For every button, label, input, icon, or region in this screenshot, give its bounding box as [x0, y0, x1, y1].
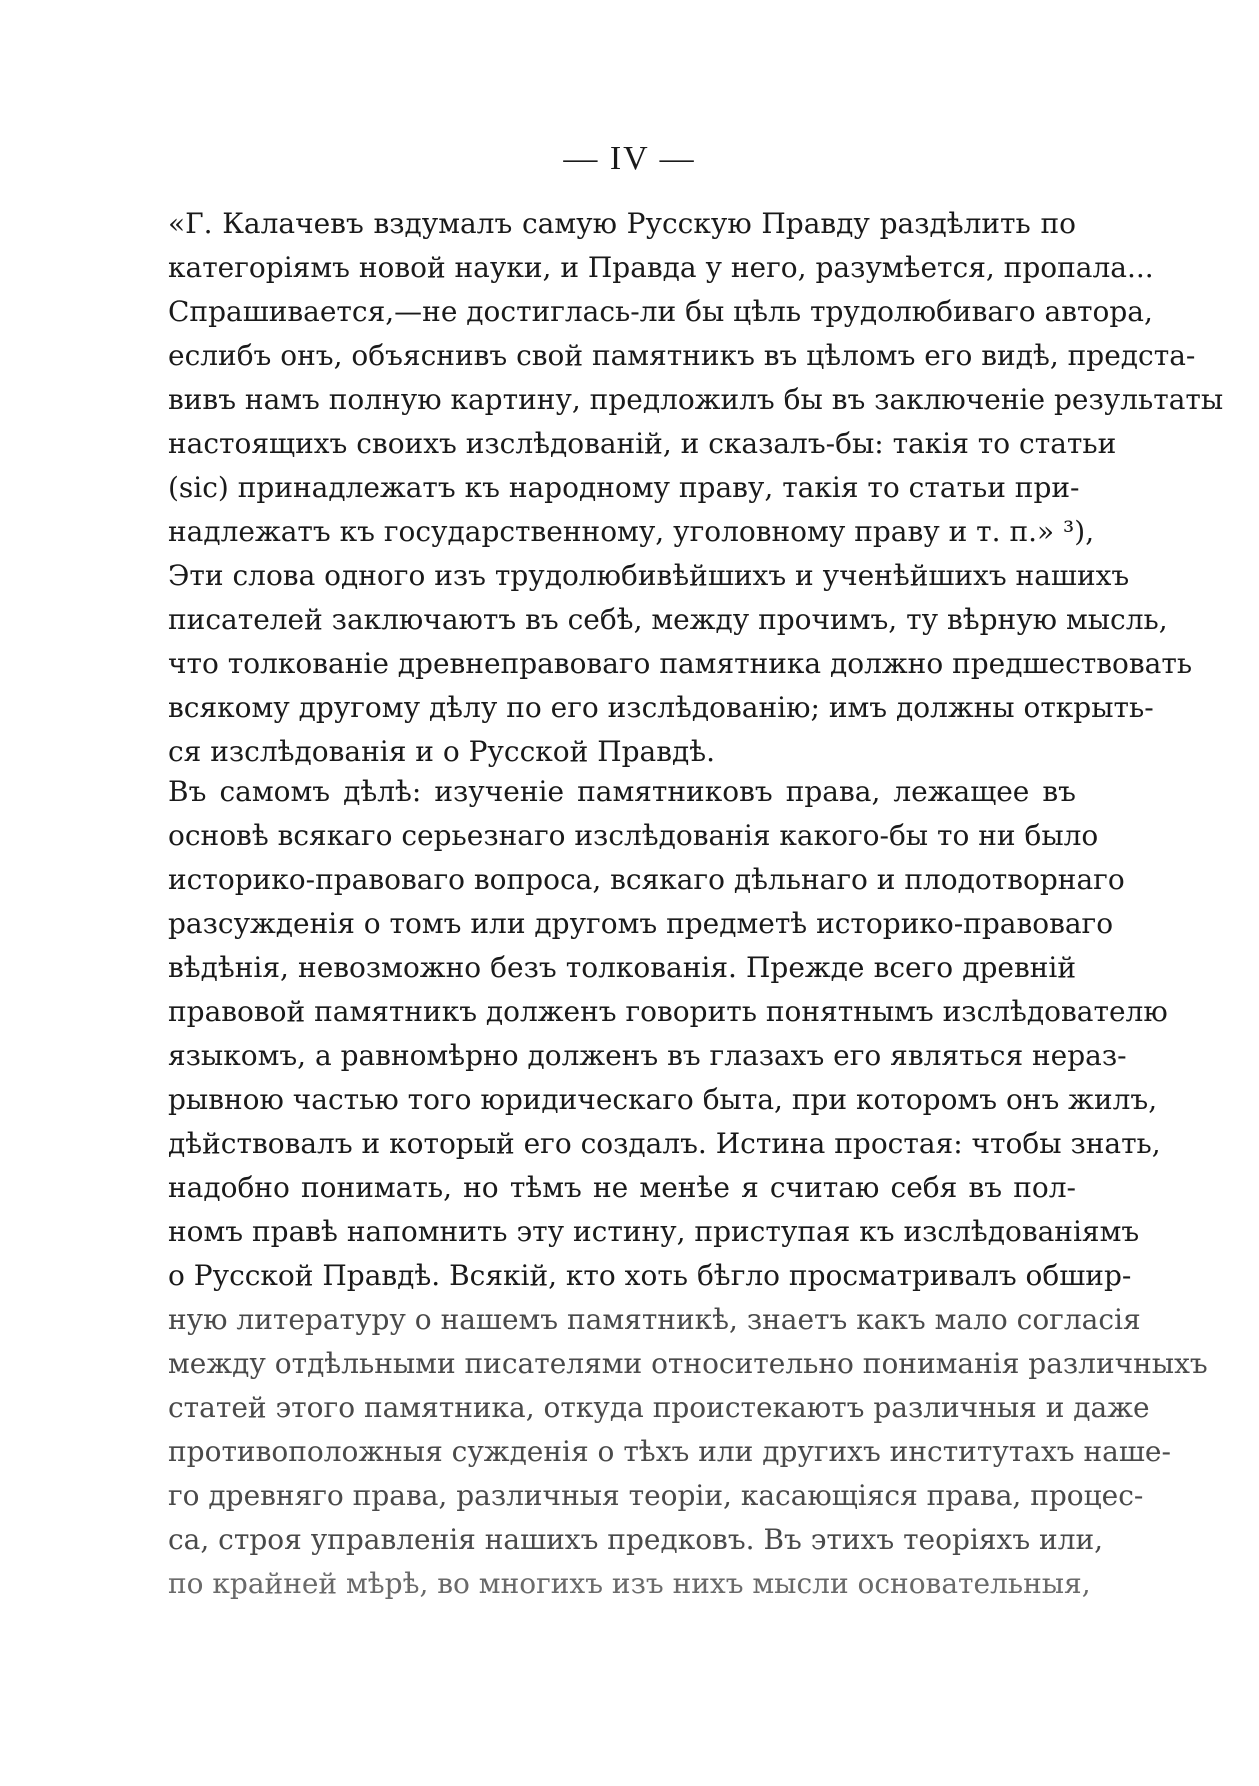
text-line: надлежатъ къ государственному, уголовному праву и т. п.» ³), [168, 515, 1095, 548]
paragraph-2 [168, 770, 1208, 1606]
text-line: го древняго права, различныя теоріи, касающіяся права, процес- [168, 1479, 1144, 1512]
text-line: Въ самомъ дѣлѣ: изученіе памятниковъ права, лежащее въ [168, 775, 1076, 808]
text-line: вѣдѣнія, невозможно безъ толкованія. Прежде всего древній [168, 951, 1076, 984]
text-line: писателей заключаютъ въ себѣ, между прочимъ, ту вѣрную мысль, [168, 603, 1168, 636]
text-line: историко-правоваго вопроса, всякаго дѣльнаго и плодотворнаго [168, 863, 1125, 896]
text-line: Спрашивается,—не достиглась-ли бы цѣль трудолюбиваго автора, [168, 295, 1153, 328]
text-line: языкомъ, а равномѣрно долженъ въ глазахъ его являться нераз- [168, 1039, 1127, 1072]
text-line: о Русской Правдѣ. Всякій, кто хоть бѣгло просматривалъ обшир- [168, 1259, 1132, 1292]
text-line: ся изслѣдованія и о Русской Правдѣ. [168, 735, 716, 768]
paragraph-1 [168, 202, 1224, 774]
text-line: Эти слова одного изъ трудолюбивѣйшихъ и ученѣйшихъ нашихъ [168, 559, 1130, 592]
text-line: настоящихъ своихъ изслѣдованій, и сказалъ-бы: такія то статьи [168, 427, 1117, 460]
text-line: противоположныя сужденія о тѣхъ или другихъ институтахъ наше- [168, 1435, 1171, 1468]
text-line: «Г. Калачевъ вздумалъ самую Русскую Правду раздѣлить по [168, 207, 1076, 240]
text-line: еслибъ онъ, объяснивъ свой памятникъ въ цѣломъ его видѣ, предста- [168, 339, 1196, 372]
text-line: что толкованіе древнеправоваго памятника должно предшествовать [168, 647, 1193, 680]
text-line: между отдѣльными писателями относительно пониманія различныхъ [168, 1347, 1208, 1380]
text-line: надобно понимать, но тѣмъ не менѣе я считаю себя въ пол- [168, 1171, 1076, 1204]
text-line: правовой памятникъ долженъ говорить понятнымъ изслѣдователю [168, 995, 1168, 1028]
text-line: са, строя управленія нашихъ предковъ. Въ этихъ теоріяхъ или, [168, 1523, 1104, 1556]
text-line: разсужденія о томъ или другомъ предметѣ историко-правоваго [168, 907, 1114, 940]
text-line: номъ правѣ напомнить эту истину, приступая къ изслѣдованіямъ [168, 1215, 1140, 1248]
text-line: дѣйствовалъ и который его создалъ. Истина простая: чтобы знать, [168, 1127, 1161, 1160]
text-line: по крайней мѣрѣ, во многихъ изъ нихъ мысли основательныя, [168, 1567, 1091, 1600]
text-line: категоріямъ новой науки, и Правда у него, разумѣется, пропала... [168, 251, 1154, 284]
text-line: (sic) принадлежатъ къ народному праву, такія то статьи при- [168, 471, 1080, 504]
text-line: основѣ всякаго серьезнаго изслѣдованія какого-бы то ни было [168, 819, 1099, 852]
text-line: всякому другому дѣлу по его изслѣдованію; имъ должны открыть- [168, 691, 1154, 724]
page-number: — IV — [563, 140, 696, 177]
text-line: статей этого памятника, откуда проистекаютъ различныя и даже [168, 1391, 1150, 1424]
text-line: ную литературу о нашемъ памятникѣ, знаетъ какъ мало согласія [168, 1303, 1141, 1336]
text-line: рывною частью того юридическаго быта, при которомъ онъ жилъ, [168, 1083, 1158, 1116]
text-line: вивъ намъ полную картину, предложилъ бы въ заключеніе результаты [168, 383, 1224, 416]
